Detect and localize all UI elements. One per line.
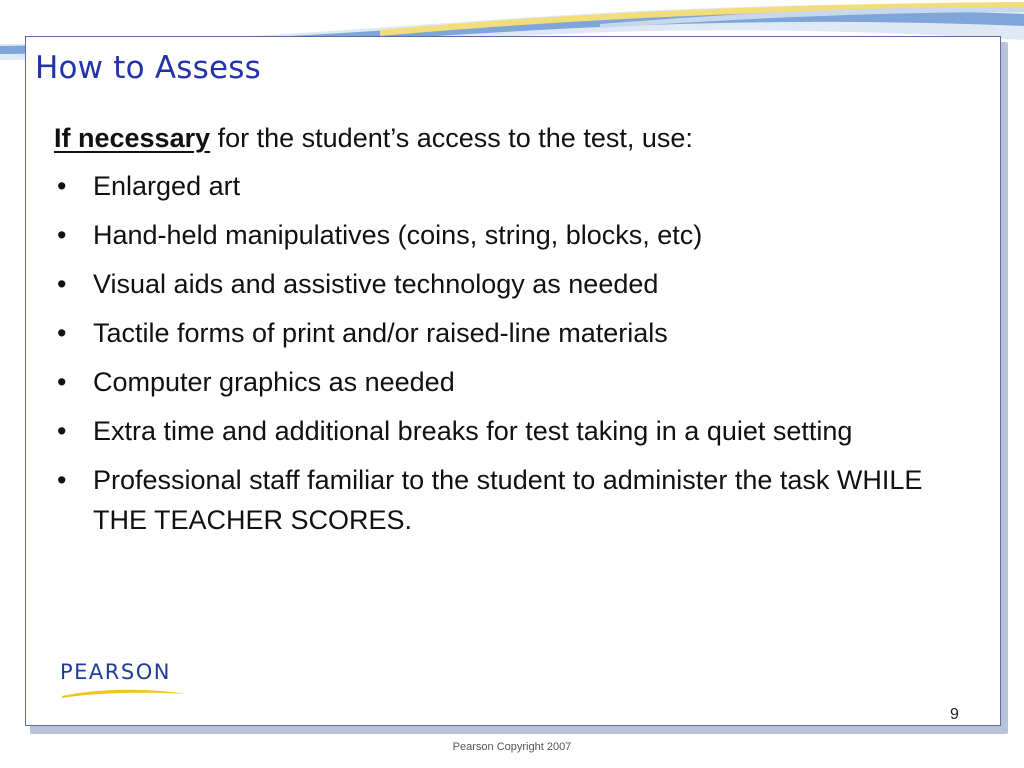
bullet-dot: • [57,171,67,201]
logo-swoosh-icon [60,686,188,700]
bullet-dot: • [57,220,67,250]
bullet-list [54,166,974,540]
bullet-item [54,166,974,206]
bullet-item [54,215,974,255]
bullet-dot: • [57,416,67,446]
intro-text: for the student’s access to the test, use: [210,123,693,153]
bullet-dot: • [57,367,67,397]
intro-emphasis: If necessary [54,123,211,153]
bullet-text: Extra time and additional breaks for test taking in a quiet setting [93,416,853,446]
footer-copyright: Pearson Copyright 2007 [452,741,572,753]
bullet-dot: • [57,318,67,348]
pearson-logo-text: PEARSON [60,660,171,684]
bullet-item [54,264,974,304]
bullet-text: Computer graphics as needed [93,367,455,397]
pearson-logo [60,660,192,704]
page-number: 9 [950,706,959,723]
intro-line [54,118,974,158]
bullet-dot: • [57,269,67,299]
slide-title: How to Assess [35,50,261,86]
bullet-text: Tactile forms of print and/or raised-line materials [93,318,668,348]
bullet-text: Visual aids and assistive technology as needed [93,269,659,299]
bullet-item [54,411,974,451]
bullet-text: Hand-held manipulatives (coins, string, blocks, etc) [93,220,703,250]
bullet-text: Enlarged art [93,171,241,201]
bullet-item [54,362,974,402]
bullet-item [54,460,974,540]
bullet-dot: • [57,465,67,495]
slide-body [54,118,974,549]
bullet-text: Professional staff familiar to the student to administer the task WHILE THE TEACHER SCORES. [93,465,923,535]
bullet-item [54,313,974,353]
